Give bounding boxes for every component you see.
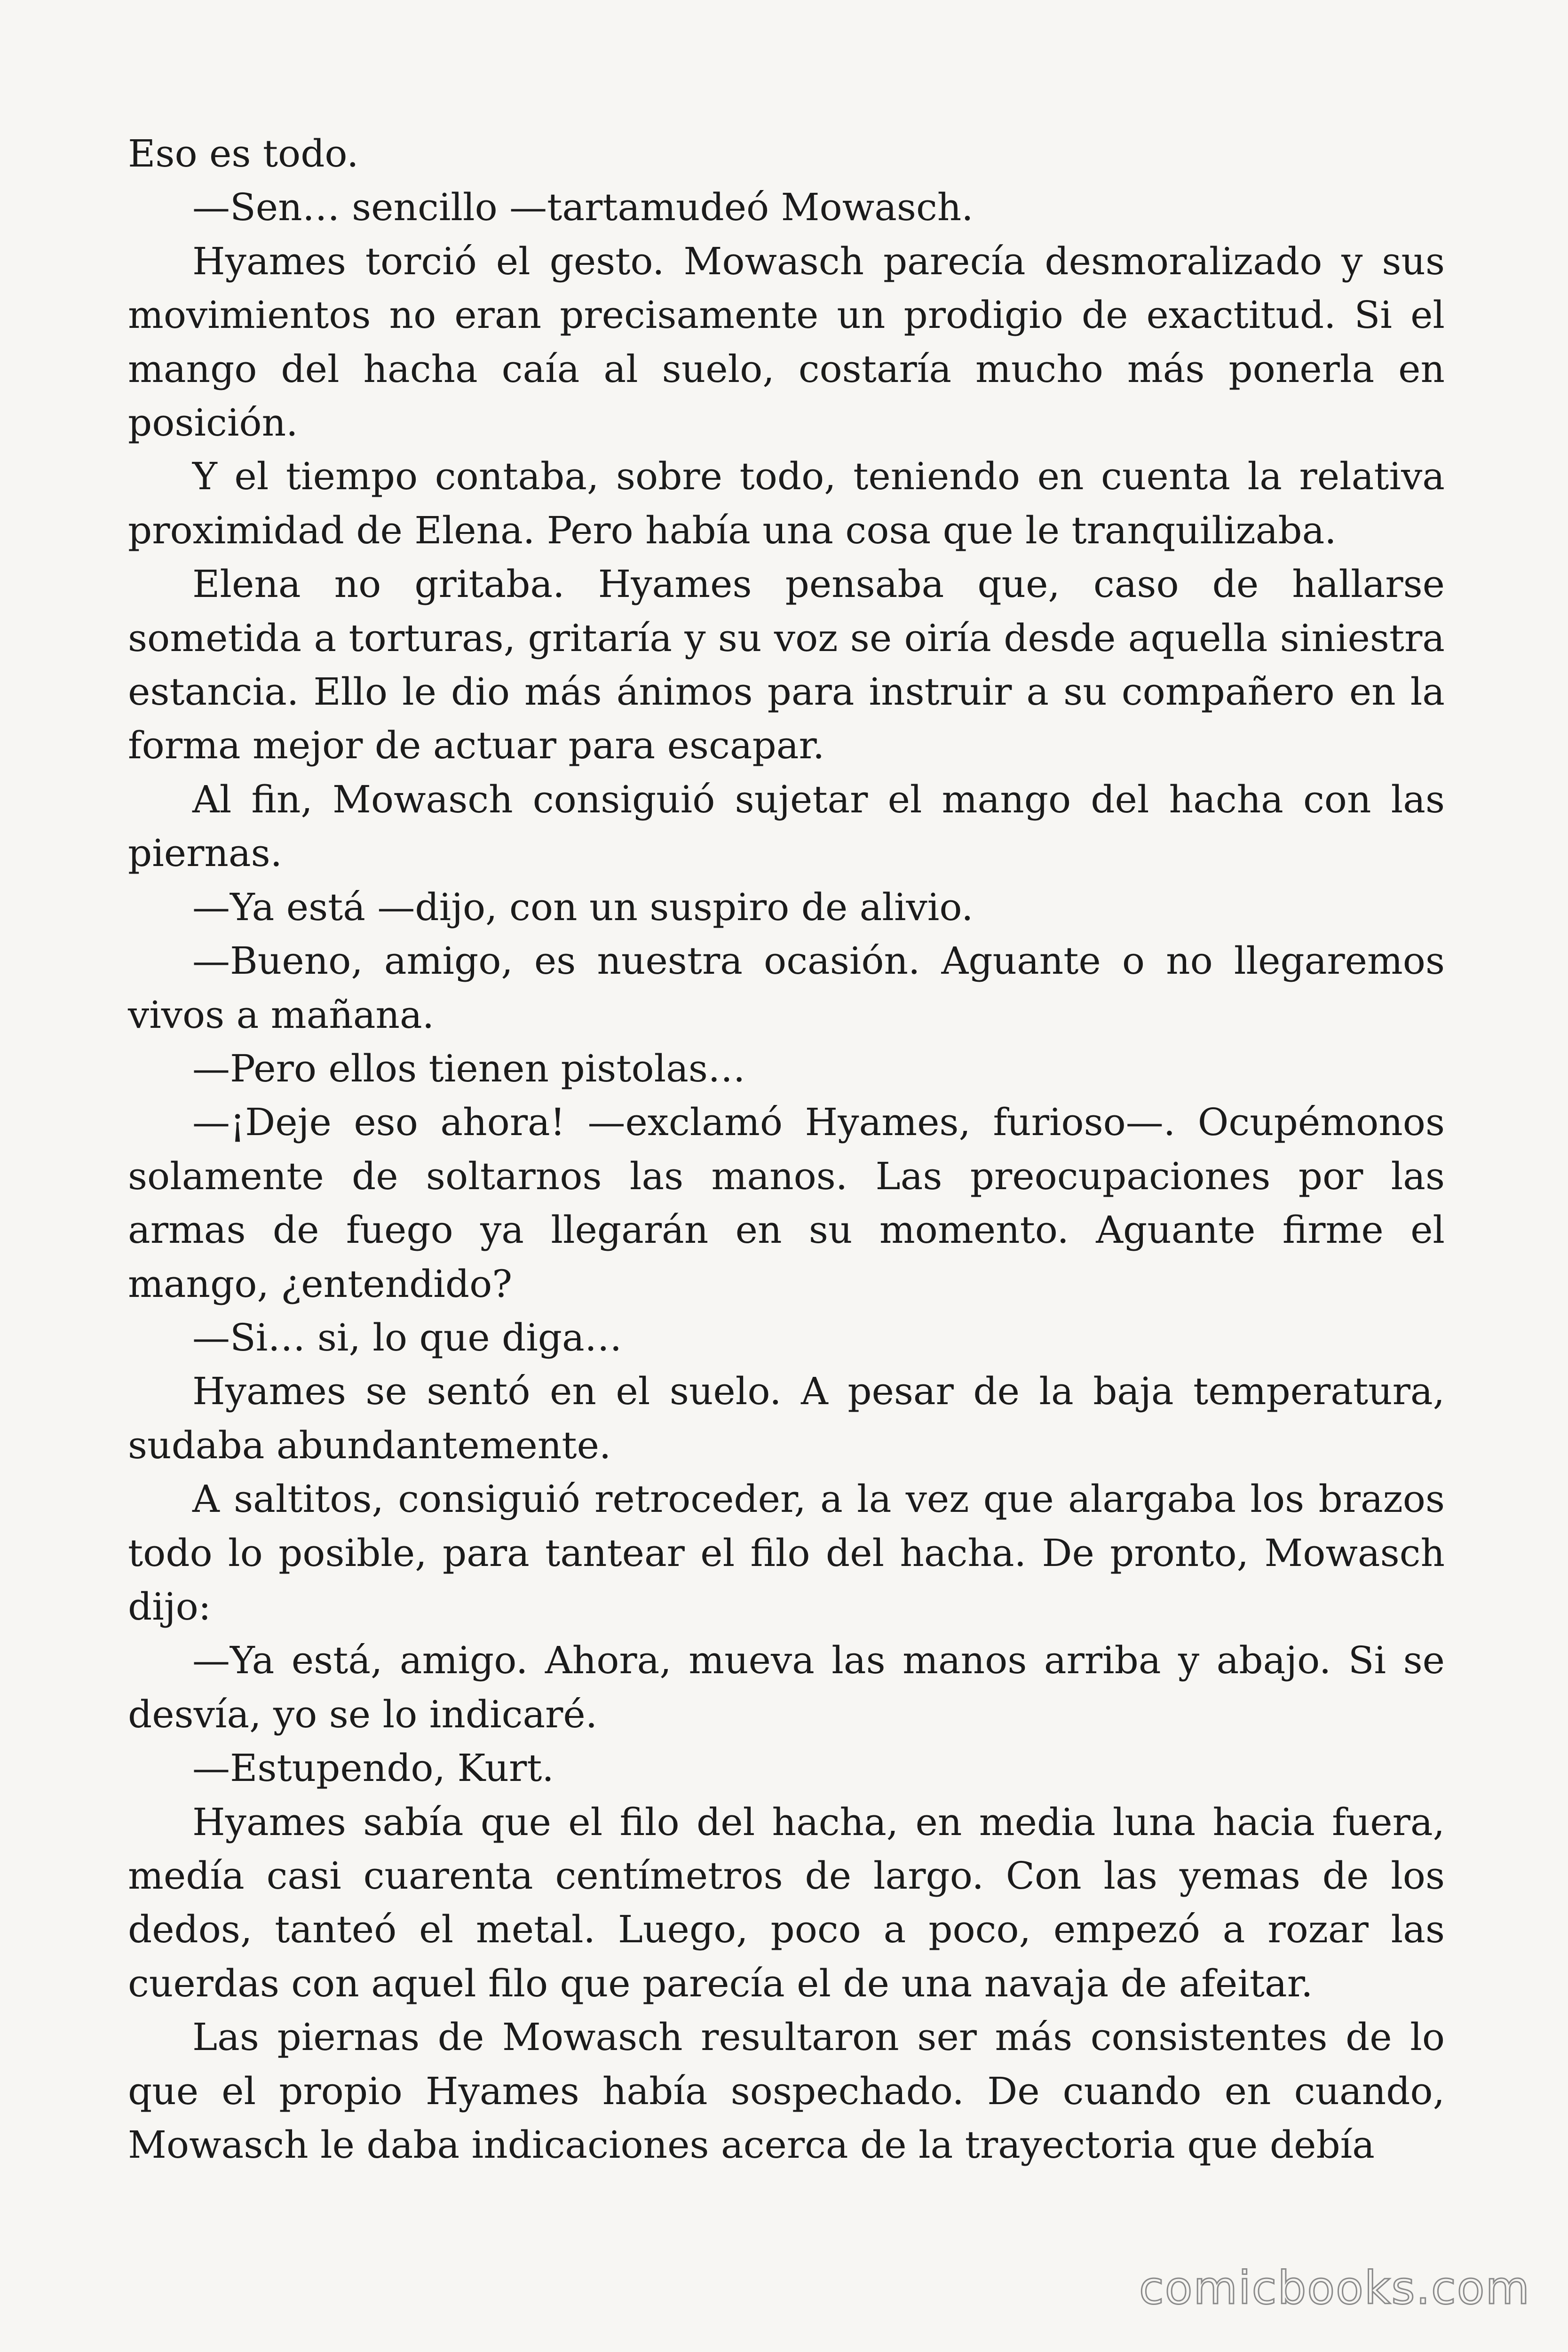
paragraph: —Ya está —dijo, con un suspiro de alivio. bbox=[192, 885, 974, 929]
paragraph: Las piernas de Mowasch resultaron ser más consistentes de lo que el propio Hyames había sospechado. De cuando en cuando, Mowasch le daba indicaciones acerca de la trayectoria que debía bbox=[128, 2015, 1445, 2167]
watermark: comicbooks.com bbox=[1139, 2262, 1530, 2314]
paragraph: Eso es todo. bbox=[128, 132, 359, 175]
paragraph: Al fin, Mowasch consiguió sujetar el mango del hacha con las piernas. bbox=[128, 777, 1445, 875]
paragraph: Hyames torció el gesto. Mowasch parecía desmoralizado y sus movimientos no eran precisamente un prodigio de exactitud. Si el mango del hacha caía al suelo, costaría mucho más ponerla en posición. bbox=[128, 239, 1445, 445]
paragraph: Hyames sabía que el filo del hacha, en media luna hacia fuera, medía casi cuarenta centímetros de largo. Con las yemas de los dedos, tanteó el metal. Luego, poco a poco, empezó a rozar las cuerdas con aquel filo que parecía el de una navaja de afeitar. bbox=[128, 1800, 1445, 2005]
paragraph: —Sen… sencillo —tartamudeó Mowasch. bbox=[192, 185, 974, 230]
paragraph: —Si… si, lo que diga… bbox=[192, 1315, 622, 1359]
paragraph: —Estupendo, Kurt. bbox=[192, 1746, 554, 1790]
paragraph: —Pero ellos tienen pistolas… bbox=[192, 1046, 745, 1090]
paragraph: —¡Deje eso ahora! —exclamó Hyames, furioso—. Ocupémonos solamente de soltarnos las manos. Las preocupaciones por las armas de fuego ya llegarán en su momento. Aguante firme el mango, ¿entendido? bbox=[128, 1100, 1445, 1306]
paragraph: A saltitos, consiguió retroceder, a la vez que alargaba los brazos todo lo posible, para tantear el filo del hacha. De pronto, Mowasch dijo: bbox=[128, 1477, 1445, 1629]
paragraph: —Bueno, amigo, es nuestra ocasión. Aguante o no llegaremos vivos a mañana. bbox=[128, 939, 1445, 1037]
body-text bbox=[128, 127, 1445, 2172]
paragraph: —Ya está, amigo. Ahora, mueva las manos arriba y abajo. Si se desvía, yo se lo indicaré. bbox=[128, 1638, 1445, 1736]
paragraph: Hyames se sentó en el suelo. A pesar de la baja temperatura, sudaba abundantemente. bbox=[128, 1369, 1445, 1467]
paragraph: Y el tiempo contaba, sobre todo, teniendo en cuenta la relativa proximidad de Elena. Pero había una cosa que le tranquilizaba. bbox=[128, 454, 1445, 552]
paragraph: Elena no gritaba. Hyames pensaba que, caso de hallarse sometida a torturas, gritaría y su voz se oiría desde aquella siniestra estancia. Ello le dio más ánimos para instruir a su compañero en la forma mejor de actuar para escapar. bbox=[128, 562, 1445, 768]
